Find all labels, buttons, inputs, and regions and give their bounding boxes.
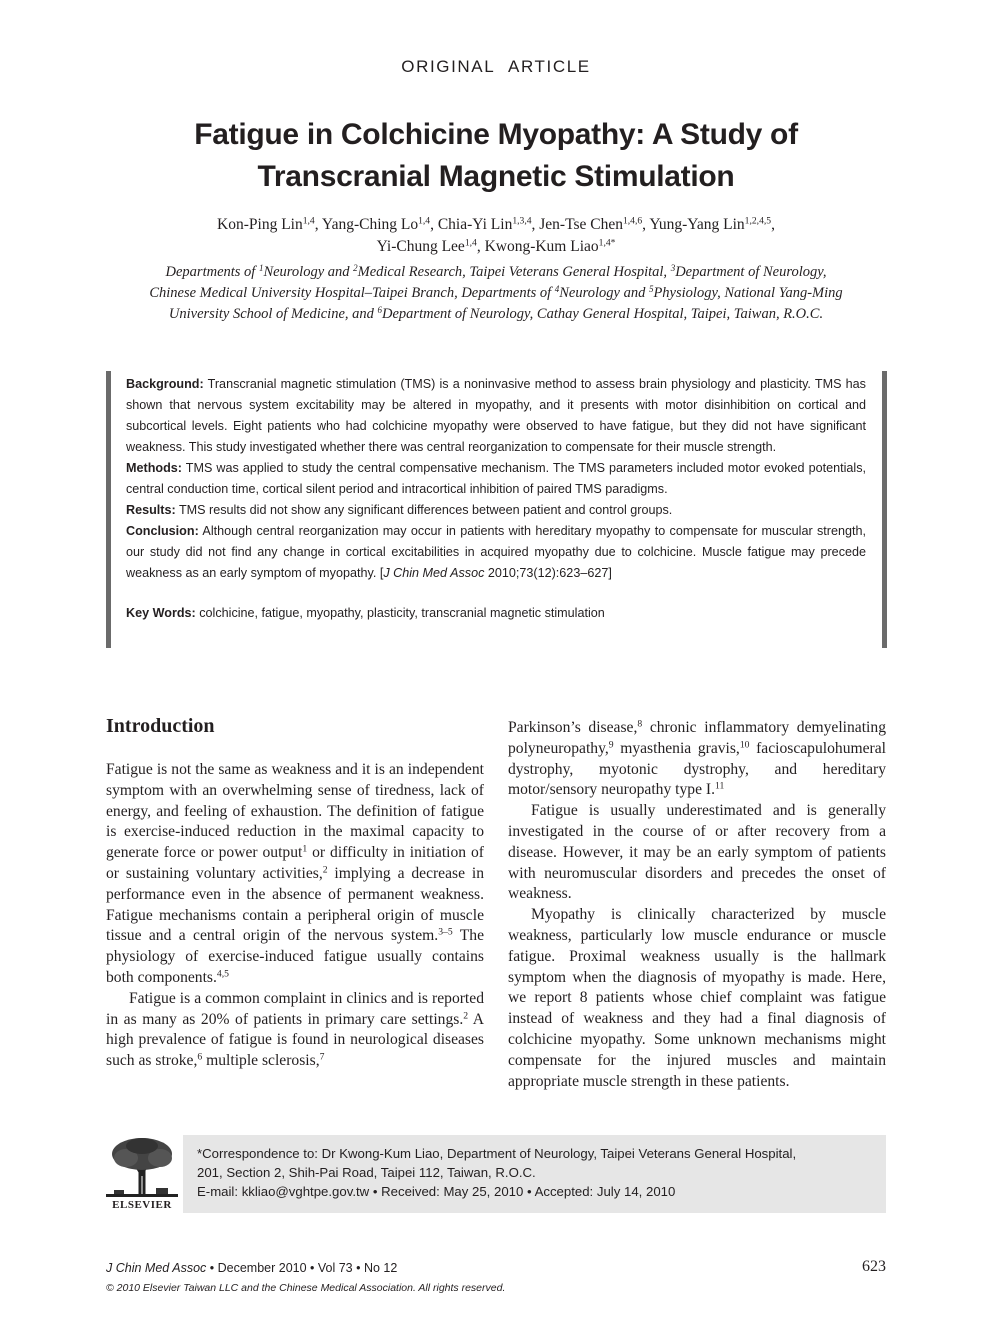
- body-column-right: [508, 718, 886, 1092]
- reference-link[interactable]: 1: [302, 843, 308, 855]
- author-name: Yang-Ching Lo: [321, 216, 419, 233]
- reference-link[interactable]: 4,5: [216, 968, 229, 980]
- abstract: [126, 374, 866, 624]
- copyright-notice: © 2010 Elsevier Taiwan LLC and the Chinese Medical Association. All rights reserved.: [106, 1282, 506, 1294]
- article-title: [96, 114, 896, 198]
- journal-footer: J Chin Med Assoc • December 2010 • Vol 73 • No 12: [106, 1261, 398, 1275]
- publisher-logo-text: ELSEVIER: [112, 1199, 172, 1211]
- abstract-results: Results: TMS results did not show any significant differences between patient and control groups.: [126, 503, 673, 517]
- author-list: [96, 214, 896, 258]
- body-column-left: [106, 760, 484, 1072]
- author-line-2: Yi-Chung Lee$^{1,4}$, Kwong-Kum Liao$^{1,4*}$: [376, 237, 616, 255]
- author-affiliation: 1,4: [418, 215, 431, 227]
- author-line-1: Kon-Ping Lin$^{1,4}$, Yang-Ching Lo$^{1,4}$, Chia-Yi Lin$^{1,3,4}$, Jen-Tse Chen$^{1,4,6}$, Yung-Yang Lin$^{1,2,4,5}$,: [217, 215, 775, 233]
- correspondence-line: *Correspondence to: Dr Kwong-Kum Liao, Department of Neurology, Taipei Veterans General Hospital,: [197, 1146, 797, 1161]
- affiliation-line-2: Chinese Medical University Hospital–Taipei Branch, Departments of $^4$Neurology and $^5$Physiology, National Yang-Ming: [149, 284, 843, 301]
- author-name: Kwong-Kum Liao: [484, 238, 599, 255]
- reference-link[interactable]: 11: [715, 781, 725, 793]
- title-line-2: Transcranial Magnetic Stimulation: [257, 160, 735, 193]
- section-heading-introduction: Introduction: [106, 715, 215, 737]
- author-name: Kon-Ping Lin: [217, 216, 303, 233]
- author-affiliation: 1,3,4: [512, 215, 532, 227]
- reference-link[interactable]: 2: [322, 864, 328, 876]
- reference-link[interactable]: 6: [197, 1051, 203, 1063]
- author-affiliation: 1,2,4,5: [744, 215, 772, 227]
- paragraph: Myopathy is clinically characterized by muscle weakness, particularly low muscle endurance or muscle fatigue. Proximal weakness usually is the hallmark symptom when the diagnosis of myopathy is made. Here, we report 8 patients whose chief complaint was fatigue instead of weakness and they had a final diagnosis of colchicine myopathy. Some unknown mechanisms might compensate for the injured muscles and maintain appropriate muscle strength in these patients.: [508, 906, 886, 1090]
- correspondence-line: E-mail: kkliao@vghtpe.gov.tw • Received: May 25, 2010 • Accepted: July 14, 2010: [197, 1184, 676, 1199]
- author-affiliation: 1,4: [464, 237, 477, 249]
- reference-link[interactable]: 9: [608, 739, 614, 751]
- paragraph: Fatigue is usually underestimated and is generally investigated in the course of or after recovery from a disease. However, it may be an early symptom of patients with neuromuscular disorders and precedes the onset of weakness.: [508, 802, 886, 903]
- author-name: Yung-Yang Lin: [649, 216, 745, 233]
- paragraph: Fatigue is a common complaint in clinics and is reported in as many as 20% of patients in primary care settings.$^2$ A high prevalence of fatigue is found in neurological diseases such as stroke,$^6$ multiple sclerosis,$^7$: [106, 989, 484, 1070]
- abstract-background: Background: Transcranial magnetic stimulation (TMS) is a noninvasive method to assess brain physiology and plasticity. TMS has shown that nervous system excitability may be altered in myopathy, and it presents with motor disinhibition on cortical and subcortical levels. Eight patients who had colchicine myopathy were observed to have fatigue, but they did not have significant weakness. This study investigated whether there was central reorganization to compensate for their muscle strength.: [126, 377, 866, 454]
- author-name: Chia-Yi Lin: [437, 216, 513, 233]
- reference-link[interactable]: 8: [637, 718, 643, 730]
- abstract-conclusion: Conclusion: Although central reorganization may occur in patients with hereditary myopathy to compensate for muscular strength, our study did not find any change in cortical excitabilities in acquired myopathy due to colchicine. Muscle fatigue may precede weakness as an early symptom of myopathy. [J Chin Med Assoc 2010;73(12):623–627]: [126, 524, 866, 580]
- correspondence-line: 201, Section 2, Shih-Pai Road, Taipei 112, Taiwan, R.O.C.: [197, 1165, 536, 1180]
- affiliations: [96, 262, 896, 325]
- reference-link[interactable]: 3–5: [438, 927, 453, 939]
- reference-link[interactable]: 10: [739, 739, 750, 751]
- affiliation-line-3: University School of Medicine, and $^6$Department of Neurology, Cathay General Hospital, Taipei, Taiwan, R.O.C.: [168, 305, 824, 322]
- paragraph: Parkinson’s disease,$^8$ chronic inflammatory demyelinating polyneuropathy,$^9$ myasthenia gravis,$^{10}$ facioscapulohumeral dystrophy, myotonic dystrophy, and hereditary motor/sensory neuropathy type I.$^{11}$: [508, 718, 886, 799]
- affiliation-line-1: Departments of $^1$Neurology and $^2$Medical Research, Taipei Veterans General Hospital, $^3$Department of Neurology,: [165, 263, 827, 280]
- author-affiliation: 1,4*: [598, 237, 616, 249]
- abstract-methods: Methods: TMS was applied to study the central compensative mechanism. The TMS parameters included motor evoked potentials, central conduction time, cortical silent period and intracortical inhibition of paired TMS paradigms.: [126, 461, 866, 496]
- author-name: Jen-Tse Chen: [539, 216, 623, 233]
- article-type-label: ORIGINAL ARTICLE: [401, 57, 591, 76]
- paragraph: Fatigue is not the same as weakness and it is an independent symptom with an overwhelming sense of tiredness, lack of energy, and feeling of exhaustion. The definition of fatigue is exercise-induced reduction in the maximal capacity to generate force or power output$^1$ or difficulty in initiation of or sustaining voluntary activities,$^2$ implying a decrease in performance even in the absence of permanent weakness. Fatigue mechanisms contain a peripheral origin of muscle tissue and a central origin of the nervous system.$^{3-5}$ The physiology of exercise-induced fatigue usually contains both components.$^{4,5}$: [106, 761, 484, 986]
- keywords: Key Words: colchicine, fatigue, myopathy, plasticity, transcranial magnetic stimulation: [126, 606, 605, 620]
- author-name: Yi-Chung Lee: [376, 238, 465, 255]
- correspondence: [197, 1144, 877, 1201]
- author-affiliation: 1,4,6: [622, 215, 643, 227]
- reference-link[interactable]: 7: [319, 1051, 325, 1063]
- author-affiliation: 1,4: [302, 215, 315, 227]
- page-number: 623: [862, 1258, 886, 1275]
- title-line-1: Fatigue in Colchicine Myopathy: A Study of: [194, 118, 798, 151]
- reference-link[interactable]: 2: [463, 1010, 469, 1022]
